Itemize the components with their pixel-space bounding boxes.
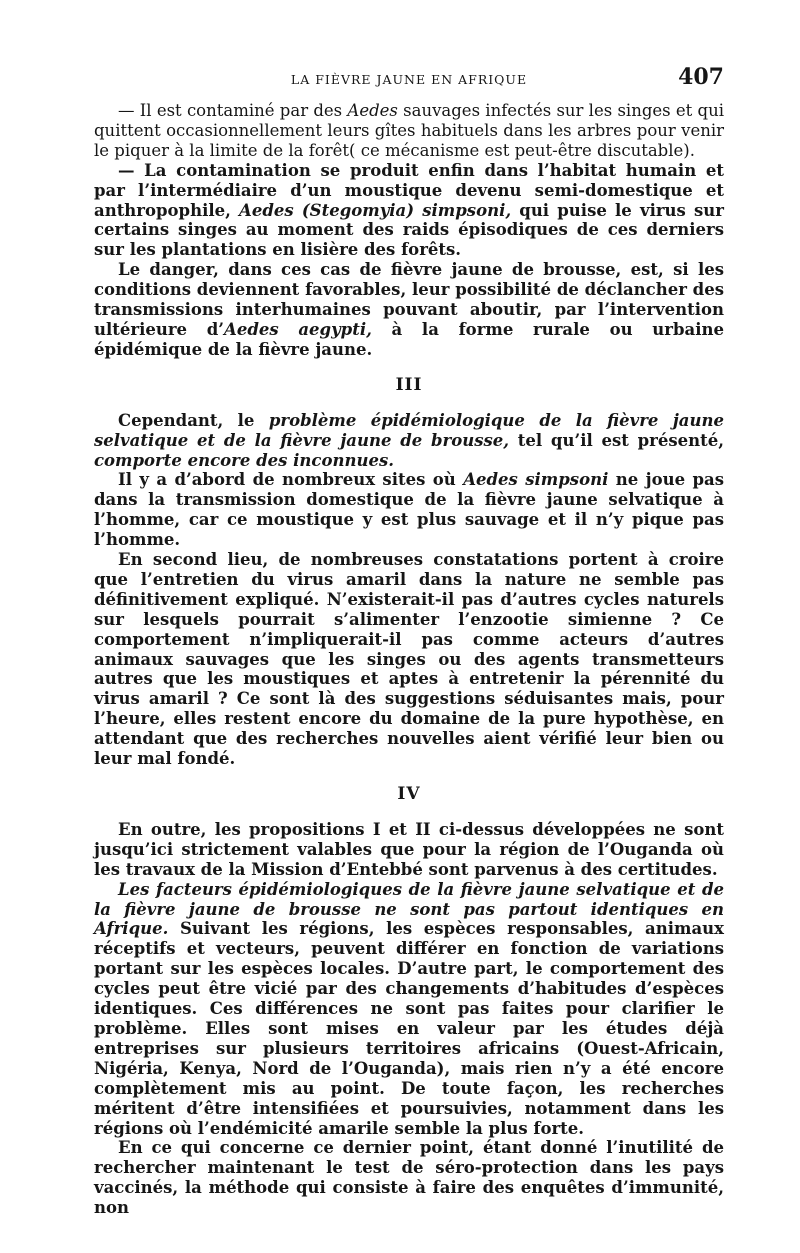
text-run: tel qu’il est présenté, [509,430,725,450]
italic-run: Aedes [347,101,398,120]
section-heading-iv: IV [397,784,421,804]
paragraph: En outre, les propositions I et II ci-dessus développées ne sont jusqu’ici strictement valables que pour la région de l’Ouganda où les travaux de la Mission d’Entebbé sont parvenus à des certitudes. [94,819,724,879]
running-title: LA FIÈVRE JAUNE EN AFRIQUE [290,72,528,87]
text-run: Suivant les régions, les espèces responsables, animaux réceptifs et vecteurs, peuvent différer en fonction de variations portant sur les espèces locales. D’autre part, le comportement des cycles peut être vicié par des changements d’habitudes d’espèces identiques. Ces différences ne sont pas faites pour clarifier le problème. Elles sont mises en valeur par les études déjà entreprises sur plusieurs territoires africains (Ouest-Africain, Nigéria, Kenya, Nord de l’Ouganda), mais rien n’y a été encore complètement mis au point. De toute façon, les recherches méritent d’être intensifiées et poursuivies, notamment dans les régions où l’endémicité amarile semble la plus forte. [94,919,724,1138]
paragraph [94,101,724,161]
text-run: Il y a d’abord de nombreux sites où [118,470,464,490]
page-header [94,66,724,92]
text-run: Le danger, dans ces cas de fièvre jaune de brousse, est, si les conditions deviennent favorables, leur possibilité de déclancher des transmissions interhumaines pouvant aboutir, par l’intervention ultérieure d’ [94,260,724,339]
paragraph [94,161,724,261]
paragraph [94,880,724,1139]
text-run: sauvages infectés sur les singes et qui quittent occasionnellement leurs gîtes habituels dans les arbres pour venir le piquer à la limite de la forêt( ce mécanisme est peut-être discutable). [94,101,725,160]
paragraph: En ce qui concerne ce dernier point, étant donné l’inutilité de rechercher maintenant le test de séro-protection dans les pays vaccinés, la méthode qui consiste à faire des enquêtes d’immunité, non [94,1138,724,1218]
section-heading-iii: III [395,374,423,395]
paragraph [94,470,724,550]
text-run: à la forme rurale ou urbaine épidémique de la fièvre jaune. [94,319,724,359]
body-text [94,101,724,1218]
italic-run: Aedes (Stegomyia) simpsoni, [239,200,512,220]
paragraph [94,260,724,360]
italic-run: Aedes simpsoni [463,470,609,490]
text-run: qui puise le virus sur certains singes au moment des raids épisodiques de ces derniers sur les plantations en lisière des forêts. [94,200,724,260]
paragraph [94,411,724,471]
text-run: — La contamination se produit enfin dans l’habitat humain et par l’intermédiaire d’un moustique devenu semi-domestique et anthropophile, [94,160,724,220]
page-number: 407 [678,64,724,90]
text-run: ne joue pas dans la transmission domestique de la fièvre jaune selvatique à l’homme, car ce moustique y est plus sauvage et il n’y pique pas l’homme. [94,470,725,550]
text-run: Cependant, le [118,410,269,430]
italic-run: Aedes aegypti, [224,319,372,339]
paragraph: En second lieu, de nombreuses constatations portent à croire que l’entretien du virus amaril dans la nature ne semble pas définitivement expliqué. N’existerait-il pas d’autres cycles naturels sur lesquels pourrait s’alimenter l’enzootie simienne ? Ce comportement n’impliquerait-il pas comme acteurs d’autres animaux sauvages que les singes ou des agents transmetteurs autres que les moustiques et aptes à entretenir la pérennité du virus amaril ? Ce sont là des suggestions séduisantes mais, pour l’heure, elles restent encore du domaine de la pure hypothèse, en attendant que des recherches nouvelles aient vérifié leur bien ou leur mal fondé. [94,550,724,769]
italic-run: Les facteurs épidémiologiques de la fièvre jaune selvatique et de la fièvre jaune de brousse ne sont pas partout identiques en Afrique. [94,879,724,939]
text-run: — Il est contaminé par des [118,101,348,120]
italic-run: comporte encore des inconnues. [94,450,394,470]
italic-run: problème épidémiologique de la fièvre jaune selvatique et de la fièvre jaune de brousse, [94,410,724,450]
